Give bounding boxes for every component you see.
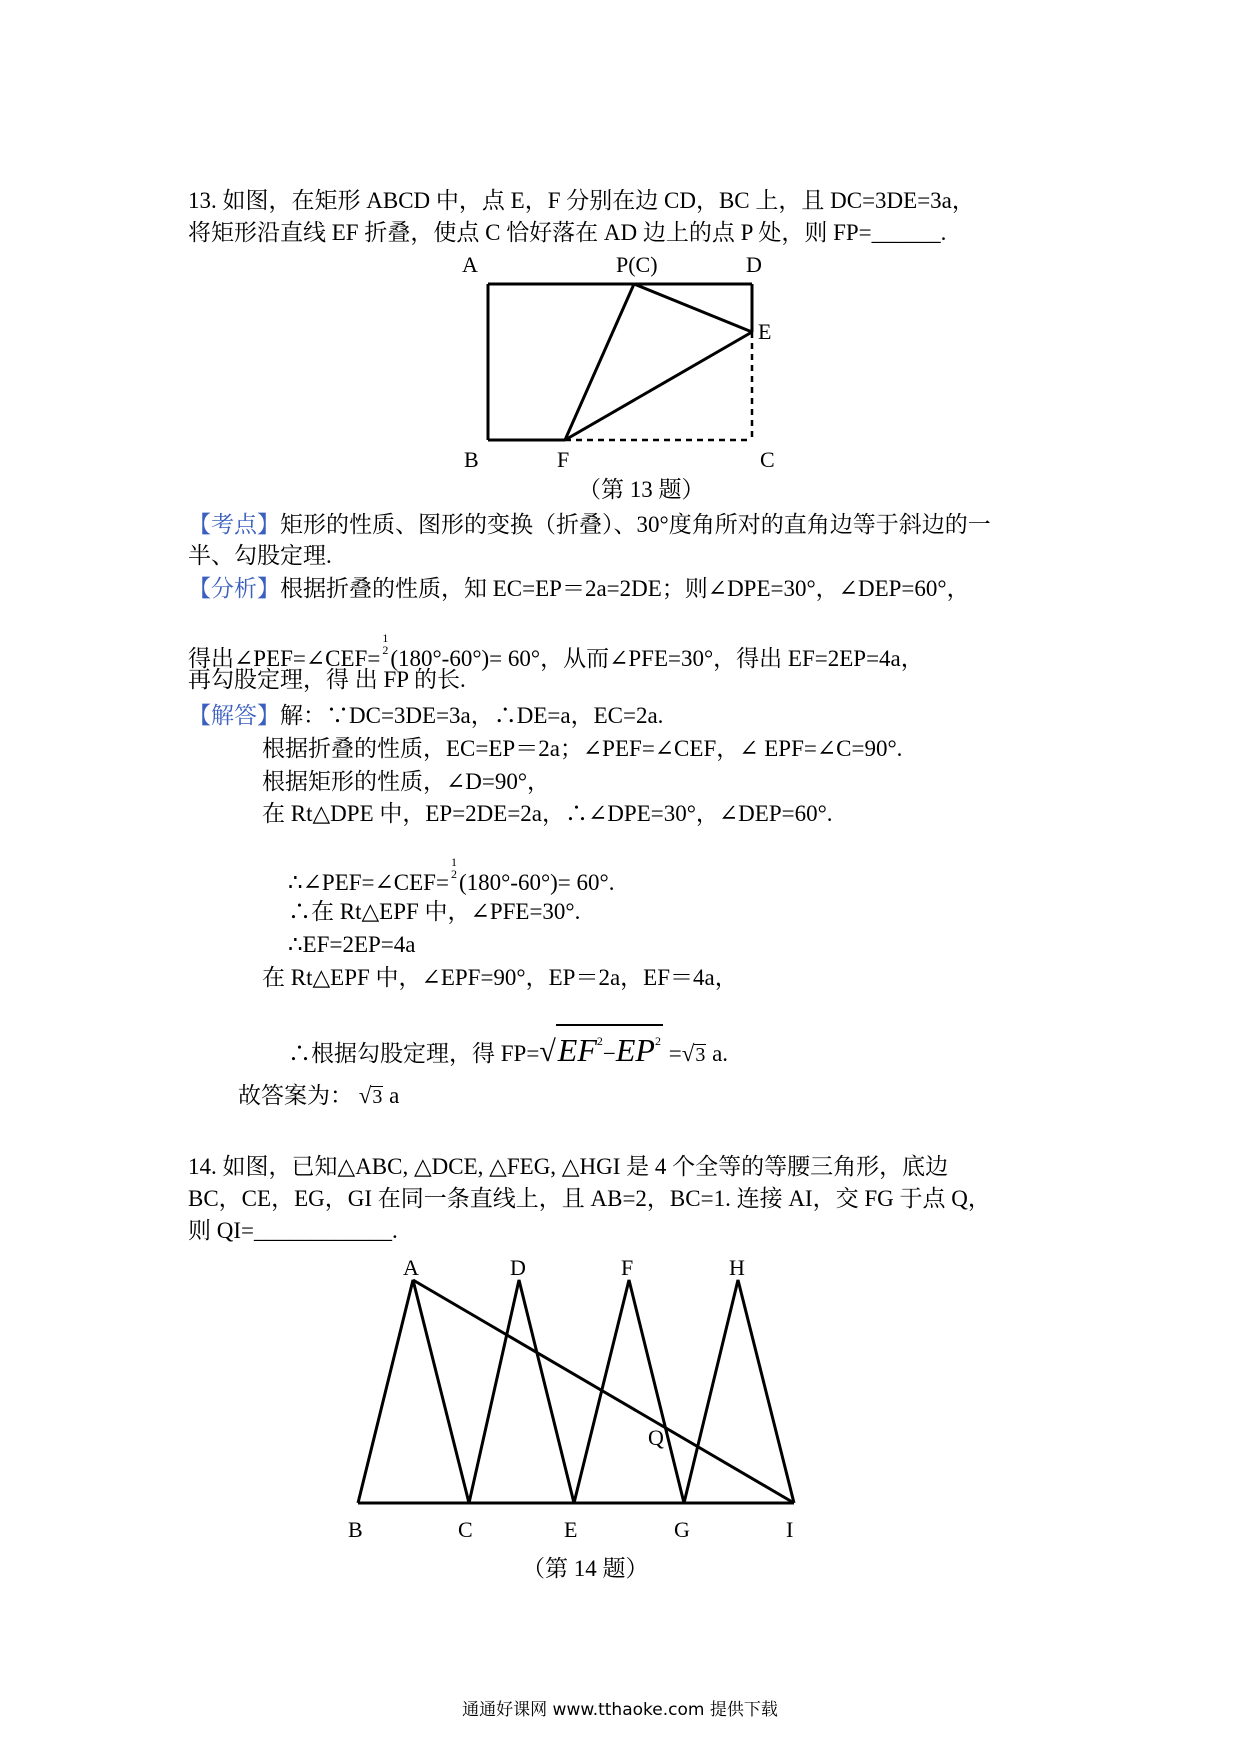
q13-jieda-line4: 在 Rt△DPE 中，EP=2DE=2a，∴∠DPE=30°，∠DEP=60°. xyxy=(262,801,833,826)
q13-jieda-line9 xyxy=(288,1024,728,1069)
q13-label-PC: P(C) xyxy=(616,252,658,277)
q13-kaodian-tag: 【考点】 xyxy=(188,512,280,537)
ef-term: EF xyxy=(557,1032,597,1068)
minus-sign: − xyxy=(602,1041,616,1066)
q13-stem-line2: 将矩形沿直线 EF 折叠，使点 C 恰好落在 AD 边上的点 P 处，则 FP=______. xyxy=(188,220,947,245)
q13-jieda-line8: 在 Rt△EPF 中，∠EPF=90°，EP＝2a，EF＝4a， xyxy=(262,965,738,990)
q14-label-I: I xyxy=(786,1517,794,1542)
q13-fenxi-tag: 【分析】 xyxy=(188,576,280,601)
q13-kaodian-line2: 半、勾股定理. xyxy=(188,543,332,568)
q13-fenxi-text: 根据折叠的性质，知 EC=EP＝2a=2DE；则∠DPE=30°，∠DEP=60°， xyxy=(280,576,970,601)
q14-stem-line3: 则 QI=____________. xyxy=(188,1218,398,1243)
ep-term: EP xyxy=(615,1032,655,1068)
q13-fenxi-l2a: 得出∠PEF=∠CEF= xyxy=(188,646,381,671)
answer-a: a xyxy=(389,1083,400,1108)
q13-segment-FE xyxy=(565,332,752,440)
q13-segment-PF xyxy=(565,284,634,440)
answer-sqrt-sign: √ xyxy=(358,1083,372,1108)
answer-sqrt3: 3 xyxy=(372,1086,383,1108)
half-den: 2 xyxy=(382,643,389,657)
q14-stem-line1: 14. 如图，已知△ABC, △DCE, △FEG, △HGI 是 4 个全等的等腰三角形，底边 xyxy=(188,1154,949,1179)
half-fraction-2 xyxy=(451,856,457,880)
q13-jieda-line2: 根据折叠的性质，EC=EP＝2a；∠PEF=∠CEF，∠ EPF=∠C=90°. xyxy=(262,736,903,761)
sqrt-radicand xyxy=(556,1024,663,1069)
q13-fenxi-line3: 再勾股定理，得 出 FP 的长. xyxy=(188,667,466,692)
q13-answer xyxy=(238,1082,399,1110)
q13-segment-PE xyxy=(634,284,752,332)
q14-zigzag xyxy=(358,1280,794,1503)
q13-caption: （第 13 题） xyxy=(578,477,705,502)
q13-kaodian-line1 xyxy=(188,511,991,539)
sqrt-sign: √ xyxy=(539,1035,556,1068)
sqrt-sign-small: √ xyxy=(681,1041,695,1066)
q13-jieda-l5a: ∴∠PEF=∠CEF= xyxy=(288,870,449,895)
q13-kaodian-text: 矩形的性质、图形的变换（折叠）、30°度角所对的直角边等于斜边的一 xyxy=(280,512,991,537)
q13-jieda-line3: 根据矩形的性质，∠D=90°， xyxy=(262,769,551,794)
q13-jieda-line6: ∴在 Rt△EPF 中，∠PFE=30°. xyxy=(288,899,581,924)
half-fraction xyxy=(382,632,388,656)
q13-label-A: A xyxy=(462,252,478,277)
q14-label-E: E xyxy=(564,1517,578,1542)
q14-label-C: C xyxy=(458,1517,473,1542)
q13-jieda-text: 解：∵DC=3DE=3a，∴DE=a，EC=2a. xyxy=(280,703,664,728)
q13-fenxi-line1 xyxy=(188,575,970,603)
q13-label-D: D xyxy=(746,252,762,277)
q14-label-F: F xyxy=(621,1255,634,1280)
a-dot: a. xyxy=(712,1041,729,1066)
half-num: 1 xyxy=(382,631,389,645)
footer-text: 通通好课网 www.tthaoke.com 提供下载 xyxy=(462,1700,778,1720)
q13-label-B: B xyxy=(464,447,479,472)
q14-stem-line2: BC，CE，EG，GI 在同一条直线上，且 AB=2，BC=1. 连接 AI，交 FG 于点 Q， xyxy=(188,1186,991,1211)
q14-label-A: A xyxy=(403,1255,419,1280)
q14-figure xyxy=(340,1255,820,1550)
q14-label-G: G xyxy=(674,1517,690,1542)
half-den-2: 2 xyxy=(450,867,457,881)
q13-figure xyxy=(440,250,800,480)
answer-lead: 故答案为： xyxy=(238,1083,353,1108)
q13-stem-line1: 13. 如图，在矩形 ABCD 中，点 E，F 分别在边 CD，BC 上，且 DC=3DE=3a， xyxy=(188,188,975,213)
q14-label-H: H xyxy=(729,1255,745,1280)
q13-fenxi-l2b: (180°-60°)= 60°，从而∠PFE=30°，得出 EF=2EP=4a， xyxy=(390,646,924,671)
q13-jieda-line1 xyxy=(188,702,663,730)
q13-label-C: C xyxy=(760,447,775,472)
q14-caption: （第 14 题） xyxy=(522,1556,649,1581)
equals-sign: = xyxy=(668,1041,682,1066)
q13-jieda-tag: 【解答】 xyxy=(188,703,280,728)
ep-exp: 2 xyxy=(654,1034,661,1048)
q13-jieda-line7: ∴EF=2EP=4a xyxy=(288,932,416,957)
q13-jieda-l9a: ∴根据勾股定理，得 FP= xyxy=(288,1041,540,1066)
q13-label-F: F xyxy=(557,447,570,472)
sqrt3-radicand: 3 xyxy=(695,1044,706,1066)
q14-label-D: D xyxy=(510,1255,526,1280)
q14-segment-AI xyxy=(413,1280,794,1503)
q13-label-E: E xyxy=(758,319,772,344)
q13-jieda-l5b: (180°-60°)= 60°. xyxy=(458,870,615,895)
q13-jieda-line5 xyxy=(288,856,614,897)
q14-label-B: B xyxy=(348,1517,363,1542)
q14-label-Q: Q xyxy=(648,1425,664,1450)
half-num-2: 1 xyxy=(450,855,457,869)
ef-exp: 2 xyxy=(596,1034,603,1048)
